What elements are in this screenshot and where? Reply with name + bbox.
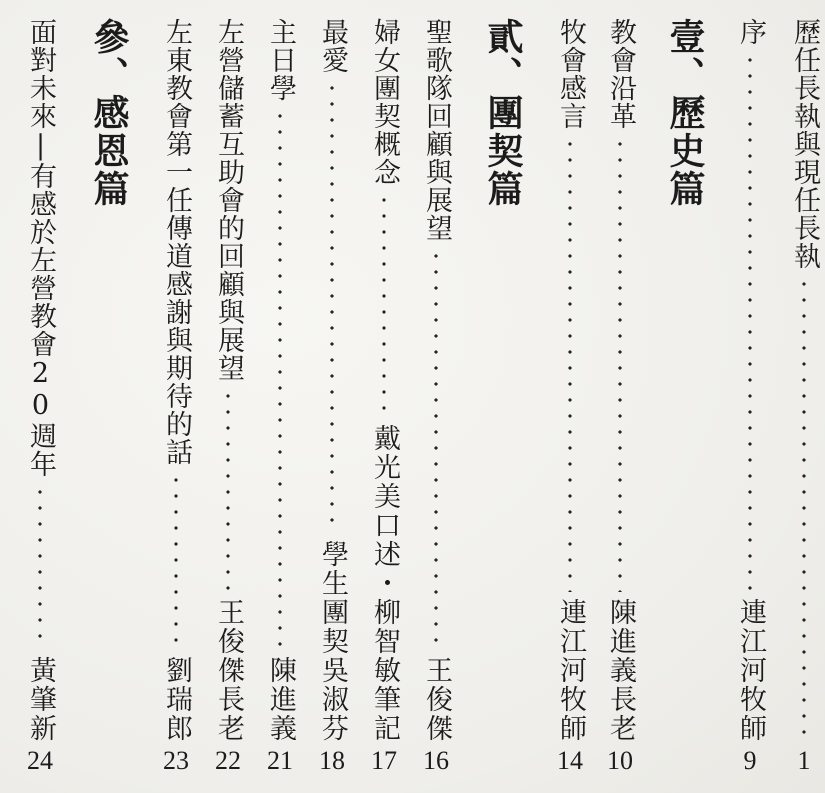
toc-entry[interactable] xyxy=(786,18,822,775)
dot-leader xyxy=(278,108,282,650)
entry-title: 序 xyxy=(735,18,766,46)
entry-page-number: 22 xyxy=(215,746,241,775)
entry-author: 黃肇新 xyxy=(25,656,56,743)
toc-entry[interactable] xyxy=(732,18,768,775)
dot-leader xyxy=(568,136,572,592)
entry-title: 教會沿革 xyxy=(605,18,636,130)
entry-page-number: 23 xyxy=(163,746,189,775)
entry-title: 婦女團契概念 xyxy=(369,18,400,186)
toc-entry[interactable] xyxy=(602,18,638,775)
entry-page-number: 21 xyxy=(267,746,293,775)
dot-leader xyxy=(330,80,334,534)
dot-leader xyxy=(802,276,806,737)
entry-page-number: 24 xyxy=(27,746,53,775)
dot-leader xyxy=(434,248,438,650)
entry-author: 連江河牧師 xyxy=(735,598,766,743)
dot-leader xyxy=(748,52,752,592)
toc-entry[interactable] xyxy=(158,18,194,775)
toc-entry[interactable] xyxy=(314,18,350,775)
toc-entry[interactable] xyxy=(22,18,58,775)
entry-title: 最愛 xyxy=(317,18,348,74)
entry-author: 連江河牧師 xyxy=(555,598,586,743)
entry-page-number: 10 xyxy=(607,746,633,775)
entry-author: 學生團契吳淑芬 xyxy=(317,540,348,743)
dot-leader xyxy=(38,484,42,650)
toc-entry[interactable] xyxy=(210,18,246,775)
dot-leader xyxy=(618,136,622,592)
entry-page-number: 17 xyxy=(371,746,397,775)
entry-title: 主日學 xyxy=(265,18,296,102)
toc-entry[interactable] xyxy=(262,18,298,775)
section-heading xyxy=(86,18,132,775)
dot-leader xyxy=(382,192,386,418)
section-title: 壹、歷史篇 xyxy=(664,18,706,208)
dot-leader xyxy=(174,472,178,650)
entry-page-number: 14 xyxy=(557,746,583,775)
toc-entry[interactable] xyxy=(552,18,588,775)
entry-page-number: 18 xyxy=(319,746,345,775)
entry-author: 王俊傑長老 xyxy=(213,598,244,743)
entry-title: 聖歌隊回顧與展望 xyxy=(421,18,452,242)
section-title: 貳、團契篇 xyxy=(482,18,524,208)
entry-author: 陳進義長老 xyxy=(605,598,636,743)
entry-title: 左營儲蓄互助會的回顧與展望 xyxy=(213,18,244,382)
entry-page-number: 16 xyxy=(423,746,449,775)
entry-author: 戴光美口述・柳智敏筆記 xyxy=(369,424,400,743)
section-heading xyxy=(662,18,708,775)
entry-author: 劉瑞郎 xyxy=(161,656,192,743)
entry-page-number: 1 xyxy=(797,746,811,775)
entry-title: 面對未來|有感於左營教會20週年 xyxy=(25,18,56,478)
toc-entry[interactable] xyxy=(418,18,454,775)
entry-title: 歷任長執與現任長執 xyxy=(789,18,820,270)
entry-author: 王俊傑 xyxy=(421,656,452,743)
entry-author: 陳進義 xyxy=(265,656,296,743)
toc-entry[interactable] xyxy=(366,18,402,775)
section-heading xyxy=(480,18,526,775)
dot-leader xyxy=(226,388,230,592)
entry-title: 左東教會第一任傳道感謝與期待的話 xyxy=(161,18,192,466)
entry-title: 牧會感言 xyxy=(555,18,586,130)
section-title: 參、感恩篇 xyxy=(88,18,130,208)
entry-page-number: 9 xyxy=(743,746,757,775)
